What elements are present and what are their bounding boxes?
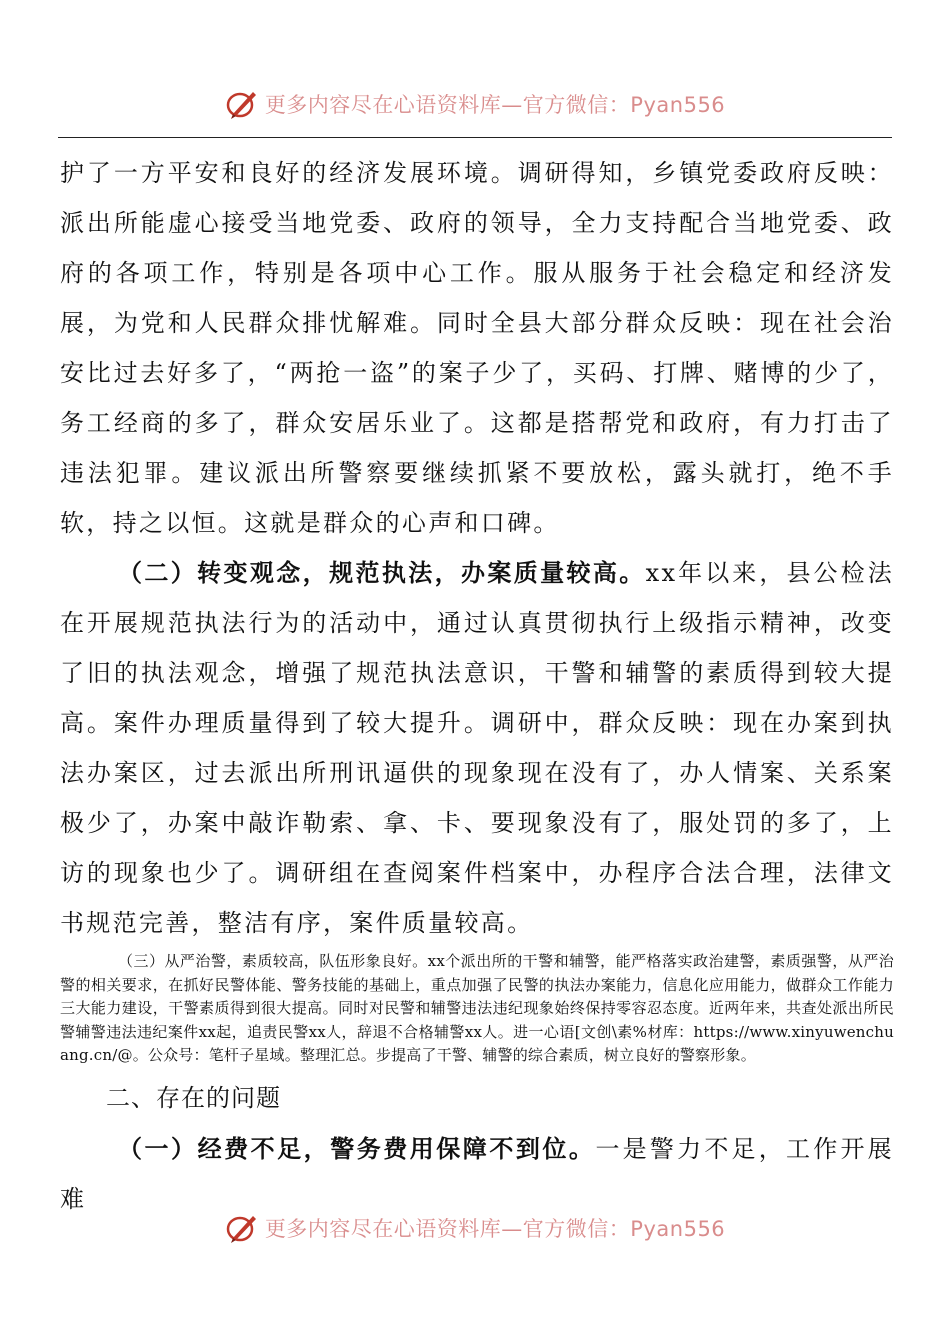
watermark-text: 更多内容尽在心语资料库—官方微信：Pyan556 [264, 1217, 726, 1241]
paragraph-continued: 护了一方平安和良好的经济发展环境。调研得知，乡镇党委政府反映：派出所能虚心接受当地党委、政府的领导，全力支持配合当地党委、政府的各项工作，特别是各项中心工作。服从服务于社会稳定和经济发展，为党和人民群众排忧解难。同时全县大部分群众反映：现在社会治安比过去好多了，“两抢一盗”的案子少了，买码、打牌、赌博的少了，务工经商的多了，群众安居乐业了。这都是搭帮党和政府，有力打击了违法犯罪。建议派出所警察要继续抓紧不要放松，露头就打，绝不手软，持之以恒。这就是群众的心声和口碑。 [60, 159, 894, 537]
problem-1-title: （一）经费不足，警务费用保障不到位。 [118, 1134, 596, 1163]
section-2-text: xx年以来，县公检法在开展规范执法行为的活动中，通过认真贯彻执行上级指示精神，改变了旧的执法观念，增强了规范执法意识，干警和辅警的素质得到较大提高。案件办理质量得到了较大提升。调研中，群众反映：现在办案到执法办案区，过去派出所刑讯逼供的现象现在没有了，办人情案、关系案极少了，办案中敲诈勒索、拿、卡、要现象没有了，服处罚的多了，上访的现象也少了。调研组在查阅案件档案中，办程序合法合理，法律文书规范完善，整洁有序，案件质量较高。 [60, 559, 895, 937]
paragraph-section-3: （三）从严治警，素质较高，队伍形象良好。xx个派出所的干警和辅警，能严格落实政治建警，素质强警，从严治警的相关要求，在抓好民警体能、警务技能的基础上，重点加强了民警的执法办案能力，信息化应用能力，做群众工作能力三大能力建设，干警素质得到很大提高。同时对民警和辅警违法违纪现象始终保持零容忍态度。近两年来，共查处派出所民警辅警违法违纪案件xx起，追责民警xx人，辞退不合格辅警xx人。进一心语[文创\素%材库：https://www.xinyuwenchuang.cn/@。公众号：笔杆子星域。整理汇总。步提高了干警、辅警的综合素质，树立良好的警察形象。 [60, 952, 894, 1065]
watermark-text: 更多内容尽在心语资料库—官方微信：Pyan556 [264, 93, 726, 117]
problem-1-text: 一是警力不足，工作开展难 [60, 1134, 894, 1213]
document-body [60, 148, 894, 1224]
header-watermark [0, 84, 950, 124]
paragraph-section-2 [60, 548, 894, 948]
header-divider [58, 137, 892, 138]
section-2-title: （二）转变观念，规范执法，办案质量较高。 [118, 559, 646, 587]
pen-logo-icon [225, 1211, 261, 1245]
pen-logo-icon [225, 87, 261, 121]
heading-problems: 二、存在的问题 [106, 1083, 281, 1112]
footer-watermark [0, 1208, 950, 1248]
